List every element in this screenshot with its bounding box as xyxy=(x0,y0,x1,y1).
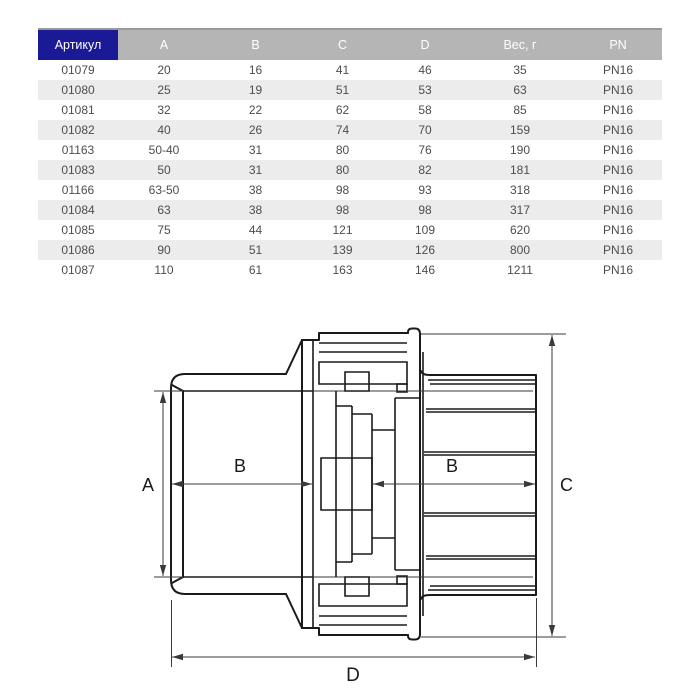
table-cell: 61 xyxy=(248,263,263,277)
table-cell: 01083 xyxy=(61,163,95,177)
table-cell: 63 xyxy=(157,203,171,217)
table-cell: 109 xyxy=(414,223,436,237)
dim-label-b-right: B xyxy=(445,456,459,476)
table-cell: 46 xyxy=(418,63,432,77)
table-cell: PN16 xyxy=(602,203,634,217)
table-cell: 01086 xyxy=(61,243,95,257)
table-cell: PN16 xyxy=(602,243,634,257)
table-cell: 181 xyxy=(509,163,531,177)
header-cell-ves: Вес, г xyxy=(466,29,574,60)
table-body xyxy=(38,60,662,280)
table-cell: 19 xyxy=(248,83,263,97)
table-cell: PN16 xyxy=(602,103,634,117)
table-cell: 620 xyxy=(509,223,531,237)
table-cell: 62 xyxy=(335,103,350,117)
table-cell: 159 xyxy=(509,123,531,137)
table-row xyxy=(38,60,662,80)
table-cell: 163 xyxy=(332,263,353,277)
table-cell: 318 xyxy=(509,183,531,197)
table-cell: 76 xyxy=(418,143,432,157)
table-row xyxy=(38,100,662,120)
table-cell: 53 xyxy=(418,83,432,97)
table-cell: 01166 xyxy=(61,183,95,197)
table-cell: 25 xyxy=(157,83,171,97)
table-cell: 50 xyxy=(157,163,171,177)
table-cell: 110 xyxy=(154,263,174,277)
table-cell: 32 xyxy=(157,103,171,117)
table-cell: 75 xyxy=(157,223,171,237)
table-row xyxy=(38,240,662,260)
table-cell: PN16 xyxy=(602,83,634,97)
table-row xyxy=(38,160,662,180)
table-row xyxy=(38,80,662,100)
table-cell: 20 xyxy=(157,63,171,77)
table-cell: 35 xyxy=(513,63,527,77)
table-cell: 31 xyxy=(248,143,263,157)
header-cell-c: C xyxy=(301,29,384,60)
table-cell: 01081 xyxy=(61,103,95,117)
table-cell: 01084 xyxy=(61,203,95,217)
table-cell: 800 xyxy=(509,243,531,257)
table-cell: 63-50 xyxy=(148,183,180,197)
table-cell: PN16 xyxy=(602,123,634,137)
table-cell: PN16 xyxy=(602,163,634,177)
table-cell: 85 xyxy=(513,103,527,117)
table-cell: 41 xyxy=(335,63,350,77)
table-cell: 01079 xyxy=(61,63,95,77)
header-cell-artikul: Артикул xyxy=(38,29,118,60)
table-row xyxy=(38,180,662,200)
table-cell: 70 xyxy=(418,123,432,137)
dim-label-c: C xyxy=(560,475,573,495)
table-cell: 98 xyxy=(335,203,350,217)
table-cell: 90 xyxy=(157,243,171,257)
table-cell: PN16 xyxy=(602,63,634,77)
table-cell: 80 xyxy=(335,163,350,177)
table-cell: 44 xyxy=(248,223,263,237)
header-cell-b: B xyxy=(210,29,301,60)
dim-label-d: D xyxy=(346,665,360,686)
table-row xyxy=(38,140,662,160)
table-cell: 01085 xyxy=(61,223,95,237)
dimension-b-left xyxy=(172,456,312,487)
table-cell: 63 xyxy=(513,83,527,97)
header-cell-a: A xyxy=(118,29,210,60)
table-cell: 139 xyxy=(332,243,353,257)
dim-label-a: A xyxy=(141,475,155,495)
table-row xyxy=(38,260,662,280)
table-cell: 26 xyxy=(248,123,263,137)
dim-label-b-left: B xyxy=(233,456,247,476)
table-cell: PN16 xyxy=(602,143,634,157)
table-row xyxy=(38,120,662,140)
table-cell: 190 xyxy=(509,143,531,157)
table-cell: 58 xyxy=(418,103,432,117)
table-cell: 01082 xyxy=(61,123,95,137)
table-cell: 01080 xyxy=(61,83,95,97)
table-cell: 50-40 xyxy=(148,143,180,157)
table-cell: 98 xyxy=(418,203,432,217)
spec-table xyxy=(38,28,662,280)
table-cell: 01087 xyxy=(61,263,95,277)
table-cell: 38 xyxy=(248,183,263,197)
dimension-d xyxy=(172,598,537,686)
dimension-b-right xyxy=(373,456,535,487)
table-cell: 126 xyxy=(414,243,436,257)
table-row xyxy=(38,220,662,240)
header-cell-pn: PN xyxy=(574,29,662,60)
header-cell-d: D xyxy=(384,29,466,60)
table-cell: 40 xyxy=(157,123,171,137)
table-cell: 51 xyxy=(335,83,350,97)
threaded-end xyxy=(421,371,536,599)
table-cell: 31 xyxy=(248,163,263,177)
table-cell: PN16 xyxy=(602,263,634,277)
table-cell: 80 xyxy=(335,143,350,157)
fitting-drawing xyxy=(0,300,700,700)
table-row xyxy=(38,200,662,220)
table-cell: 1211 xyxy=(507,263,533,277)
table-cell: 51 xyxy=(248,243,263,257)
table-cell: 98 xyxy=(335,183,350,197)
table-cell: 82 xyxy=(418,163,432,177)
table-cell: 16 xyxy=(248,63,263,77)
table-cell: 146 xyxy=(414,263,436,277)
table-cell: 38 xyxy=(248,203,263,217)
table-cell: PN16 xyxy=(602,223,634,237)
table-cell: 121 xyxy=(332,223,353,237)
table-cell: 93 xyxy=(418,183,432,197)
table-header-row xyxy=(38,29,662,60)
table-cell: PN16 xyxy=(602,183,634,197)
table-cell: 01163 xyxy=(61,143,95,157)
table-cell: 74 xyxy=(335,123,350,137)
table-cell: 22 xyxy=(248,103,263,117)
table-cell: 317 xyxy=(509,203,531,217)
